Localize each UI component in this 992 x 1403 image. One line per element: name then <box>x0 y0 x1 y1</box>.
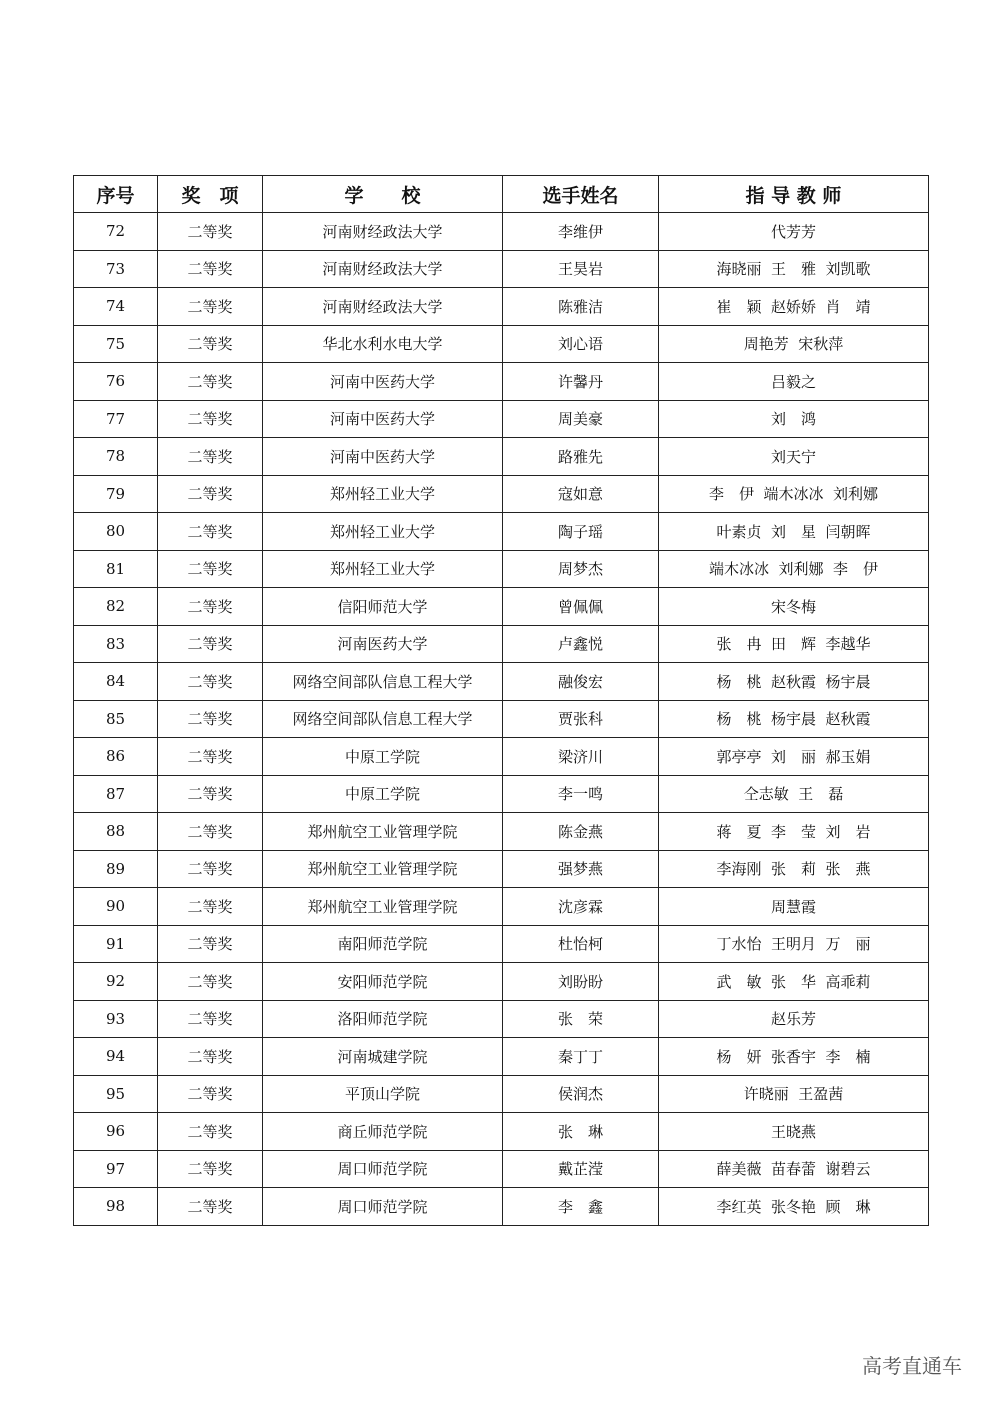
cell-contestant: 秦丁丁 <box>503 1038 659 1076</box>
cell-index: 90 <box>74 888 158 926</box>
cell-school: 河南中医药大学 <box>263 363 503 401</box>
cell-award: 二等奖 <box>158 625 263 663</box>
table-row <box>74 438 929 476</box>
cell-contestant: 曾佩佩 <box>503 588 659 626</box>
cell-school: 信阳师范大学 <box>263 588 503 626</box>
cell-index: 79 <box>74 475 158 513</box>
cell-contestant: 陈雅洁 <box>503 288 659 326</box>
cell-school: 郑州航空工业管理学院 <box>263 888 503 926</box>
cell-advisors: 蒋 夏 李 莹 刘 岩 <box>659 813 929 851</box>
cell-award: 二等奖 <box>158 213 263 251</box>
cell-school: 郑州轻工业大学 <box>263 513 503 551</box>
cell-contestant: 周梦杰 <box>503 550 659 588</box>
cell-contestant: 梁济川 <box>503 738 659 776</box>
table-row <box>74 325 929 363</box>
cell-school: 郑州航空工业管理学院 <box>263 813 503 851</box>
cell-school: 商丘师范学院 <box>263 1113 503 1151</box>
cell-contestant: 刘盼盼 <box>503 963 659 1001</box>
cell-contestant: 卢鑫悦 <box>503 625 659 663</box>
cell-index: 83 <box>74 625 158 663</box>
cell-contestant: 戴芷滢 <box>503 1150 659 1188</box>
cell-advisors: 薛美薇 苗春蕾 谢碧云 <box>659 1150 929 1188</box>
table-row <box>74 1038 929 1076</box>
cell-award: 二等奖 <box>158 738 263 776</box>
cell-school: 河南城建学院 <box>263 1038 503 1076</box>
cell-award: 二等奖 <box>158 1000 263 1038</box>
cell-award: 二等奖 <box>158 513 263 551</box>
cell-award: 二等奖 <box>158 363 263 401</box>
cell-advisors: 杨 妍 张香宇 李 楠 <box>659 1038 929 1076</box>
cell-school: 郑州轻工业大学 <box>263 475 503 513</box>
cell-contestant: 侯润杰 <box>503 1075 659 1113</box>
cell-school: 中原工学院 <box>263 738 503 776</box>
cell-index: 87 <box>74 775 158 813</box>
cell-award: 二等奖 <box>158 475 263 513</box>
cell-advisors: 代芳芳 <box>659 213 929 251</box>
cell-index: 78 <box>74 438 158 476</box>
cell-contestant: 李 鑫 <box>503 1188 659 1226</box>
cell-advisors: 李红英 张冬艳 顾 琳 <box>659 1188 929 1226</box>
cell-award: 二等奖 <box>158 550 263 588</box>
cell-contestant: 刘心语 <box>503 325 659 363</box>
table-row <box>74 963 929 1001</box>
cell-advisors: 赵乐芳 <box>659 1000 929 1038</box>
cell-award: 二等奖 <box>158 438 263 476</box>
cell-school: 河南财经政法大学 <box>263 213 503 251</box>
cell-school: 周口师范学院 <box>263 1150 503 1188</box>
cell-contestant: 寇如意 <box>503 475 659 513</box>
cell-advisors: 丁水怡 王明月 万 丽 <box>659 925 929 963</box>
cell-school: 中原工学院 <box>263 775 503 813</box>
table-row <box>74 1075 929 1113</box>
cell-contestant: 强梦燕 <box>503 850 659 888</box>
table-row <box>74 213 929 251</box>
cell-advisors: 仝志敏 王 磊 <box>659 775 929 813</box>
cell-advisors: 武 敏 张 华 高乖莉 <box>659 963 929 1001</box>
cell-award: 二等奖 <box>158 888 263 926</box>
cell-index: 91 <box>74 925 158 963</box>
cell-advisors: 端木冰冰 刘利娜 李 伊 <box>659 550 929 588</box>
cell-award: 二等奖 <box>158 1150 263 1188</box>
cell-advisors: 叶素贞 刘 星 闫朝晖 <box>659 513 929 551</box>
cell-school: 南阳师范学院 <box>263 925 503 963</box>
table-row <box>74 625 929 663</box>
cell-index: 95 <box>74 1075 158 1113</box>
cell-contestant: 张 荣 <box>503 1000 659 1038</box>
cell-contestant: 周美豪 <box>503 400 659 438</box>
cell-school: 河南财经政法大学 <box>263 288 503 326</box>
table-row <box>74 588 929 626</box>
cell-advisors: 周艳芳 宋秋萍 <box>659 325 929 363</box>
table-row <box>74 363 929 401</box>
cell-award: 二等奖 <box>158 1188 263 1226</box>
cell-award: 二等奖 <box>158 325 263 363</box>
cell-award: 二等奖 <box>158 250 263 288</box>
table-row <box>74 1188 929 1226</box>
cell-advisors: 刘 鸿 <box>659 400 929 438</box>
cell-contestant: 路雅先 <box>503 438 659 476</box>
table-row <box>74 288 929 326</box>
cell-index: 96 <box>74 1113 158 1151</box>
cell-school: 河南中医药大学 <box>263 438 503 476</box>
cell-contestant: 沈彦霖 <box>503 888 659 926</box>
cell-school: 郑州航空工业管理学院 <box>263 850 503 888</box>
cell-contestant: 融俊宏 <box>503 663 659 701</box>
cell-school: 华北水利水电大学 <box>263 325 503 363</box>
cell-school: 网络空间部队信息工程大学 <box>263 700 503 738</box>
cell-index: 88 <box>74 813 158 851</box>
cell-award: 二等奖 <box>158 850 263 888</box>
cell-advisors: 宋冬梅 <box>659 588 929 626</box>
cell-index: 82 <box>74 588 158 626</box>
cell-advisors: 吕毅之 <box>659 363 929 401</box>
cell-school: 平顶山学院 <box>263 1075 503 1113</box>
cell-award: 二等奖 <box>158 813 263 851</box>
table-row <box>74 700 929 738</box>
cell-award: 二等奖 <box>158 700 263 738</box>
cell-index: 93 <box>74 1000 158 1038</box>
cell-award: 二等奖 <box>158 663 263 701</box>
table-header <box>74 176 929 213</box>
cell-award: 二等奖 <box>158 588 263 626</box>
cell-school: 网络空间部队信息工程大学 <box>263 663 503 701</box>
table-row <box>74 888 929 926</box>
table-row <box>74 738 929 776</box>
cell-index: 80 <box>74 513 158 551</box>
cell-award: 二等奖 <box>158 925 263 963</box>
cell-award: 二等奖 <box>158 400 263 438</box>
cell-index: 89 <box>74 850 158 888</box>
cell-school: 河南中医药大学 <box>263 400 503 438</box>
cell-index: 94 <box>74 1038 158 1076</box>
table-row <box>74 1000 929 1038</box>
header-school: 学 校 <box>263 176 503 213</box>
cell-advisors: 杨 桃 杨宇晨 赵秋霞 <box>659 700 929 738</box>
cell-index: 72 <box>74 213 158 251</box>
watermark-text: 高考直通车 <box>862 1354 962 1378</box>
cell-advisors: 杨 桃 赵秋霞 杨宇晨 <box>659 663 929 701</box>
header-index: 序号 <box>74 176 158 213</box>
cell-contestant: 陈金燕 <box>503 813 659 851</box>
table-row <box>74 475 929 513</box>
table-row <box>74 550 929 588</box>
cell-index: 76 <box>74 363 158 401</box>
table-row <box>74 400 929 438</box>
cell-index: 86 <box>74 738 158 776</box>
cell-school: 河南财经政法大学 <box>263 250 503 288</box>
cell-school: 郑州轻工业大学 <box>263 550 503 588</box>
cell-index: 92 <box>74 963 158 1001</box>
table-row <box>74 925 929 963</box>
table-row <box>74 775 929 813</box>
cell-index: 97 <box>74 1150 158 1188</box>
cell-contestant: 许馨丹 <box>503 363 659 401</box>
cell-index: 85 <box>74 700 158 738</box>
table-row <box>74 513 929 551</box>
cell-index: 77 <box>74 400 158 438</box>
cell-contestant: 贾张科 <box>503 700 659 738</box>
header-row <box>74 176 929 213</box>
cell-school: 周口师范学院 <box>263 1188 503 1226</box>
cell-school: 洛阳师范学院 <box>263 1000 503 1038</box>
cell-advisors: 郭亭亭 刘 丽 郝玉娟 <box>659 738 929 776</box>
cell-advisors: 李 伊 端木冰冰 刘利娜 <box>659 475 929 513</box>
header-advisors: 指 导 教 师 <box>659 176 929 213</box>
cell-award: 二等奖 <box>158 775 263 813</box>
table-body <box>74 213 929 1226</box>
cell-index: 81 <box>74 550 158 588</box>
cell-index: 73 <box>74 250 158 288</box>
cell-award: 二等奖 <box>158 1038 263 1076</box>
header-contestant: 选手姓名 <box>503 176 659 213</box>
cell-index: 98 <box>74 1188 158 1226</box>
cell-advisors: 王晓燕 <box>659 1113 929 1151</box>
header-award: 奖 项 <box>158 176 263 213</box>
cell-index: 74 <box>74 288 158 326</box>
cell-contestant: 陶子瑶 <box>503 513 659 551</box>
cell-contestant: 王昊岩 <box>503 250 659 288</box>
table-row <box>74 850 929 888</box>
cell-award: 二等奖 <box>158 1075 263 1113</box>
cell-school: 安阳师范学院 <box>263 963 503 1001</box>
cell-award: 二等奖 <box>158 1113 263 1151</box>
cell-advisors: 周慧霞 <box>659 888 929 926</box>
cell-advisors: 崔 颖 赵娇娇 肖 靖 <box>659 288 929 326</box>
awards-table <box>73 175 929 1226</box>
cell-school: 河南医药大学 <box>263 625 503 663</box>
cell-advisors: 李海刚 张 莉 张 燕 <box>659 850 929 888</box>
cell-award: 二等奖 <box>158 963 263 1001</box>
cell-advisors: 刘天宁 <box>659 438 929 476</box>
cell-index: 84 <box>74 663 158 701</box>
cell-advisors: 许晓丽 王盈茜 <box>659 1075 929 1113</box>
table-row <box>74 1113 929 1151</box>
cell-contestant: 李一鸣 <box>503 775 659 813</box>
table-row <box>74 250 929 288</box>
table-row <box>74 1150 929 1188</box>
cell-award: 二等奖 <box>158 288 263 326</box>
cell-advisors: 海晓丽 王 雅 刘凯歌 <box>659 250 929 288</box>
cell-contestant: 杜怡柯 <box>503 925 659 963</box>
cell-contestant: 李维伊 <box>503 213 659 251</box>
cell-contestant: 张 琳 <box>503 1113 659 1151</box>
cell-advisors: 张 冉 田 辉 李越华 <box>659 625 929 663</box>
cell-index: 75 <box>74 325 158 363</box>
table-row <box>74 663 929 701</box>
table-row <box>74 813 929 851</box>
